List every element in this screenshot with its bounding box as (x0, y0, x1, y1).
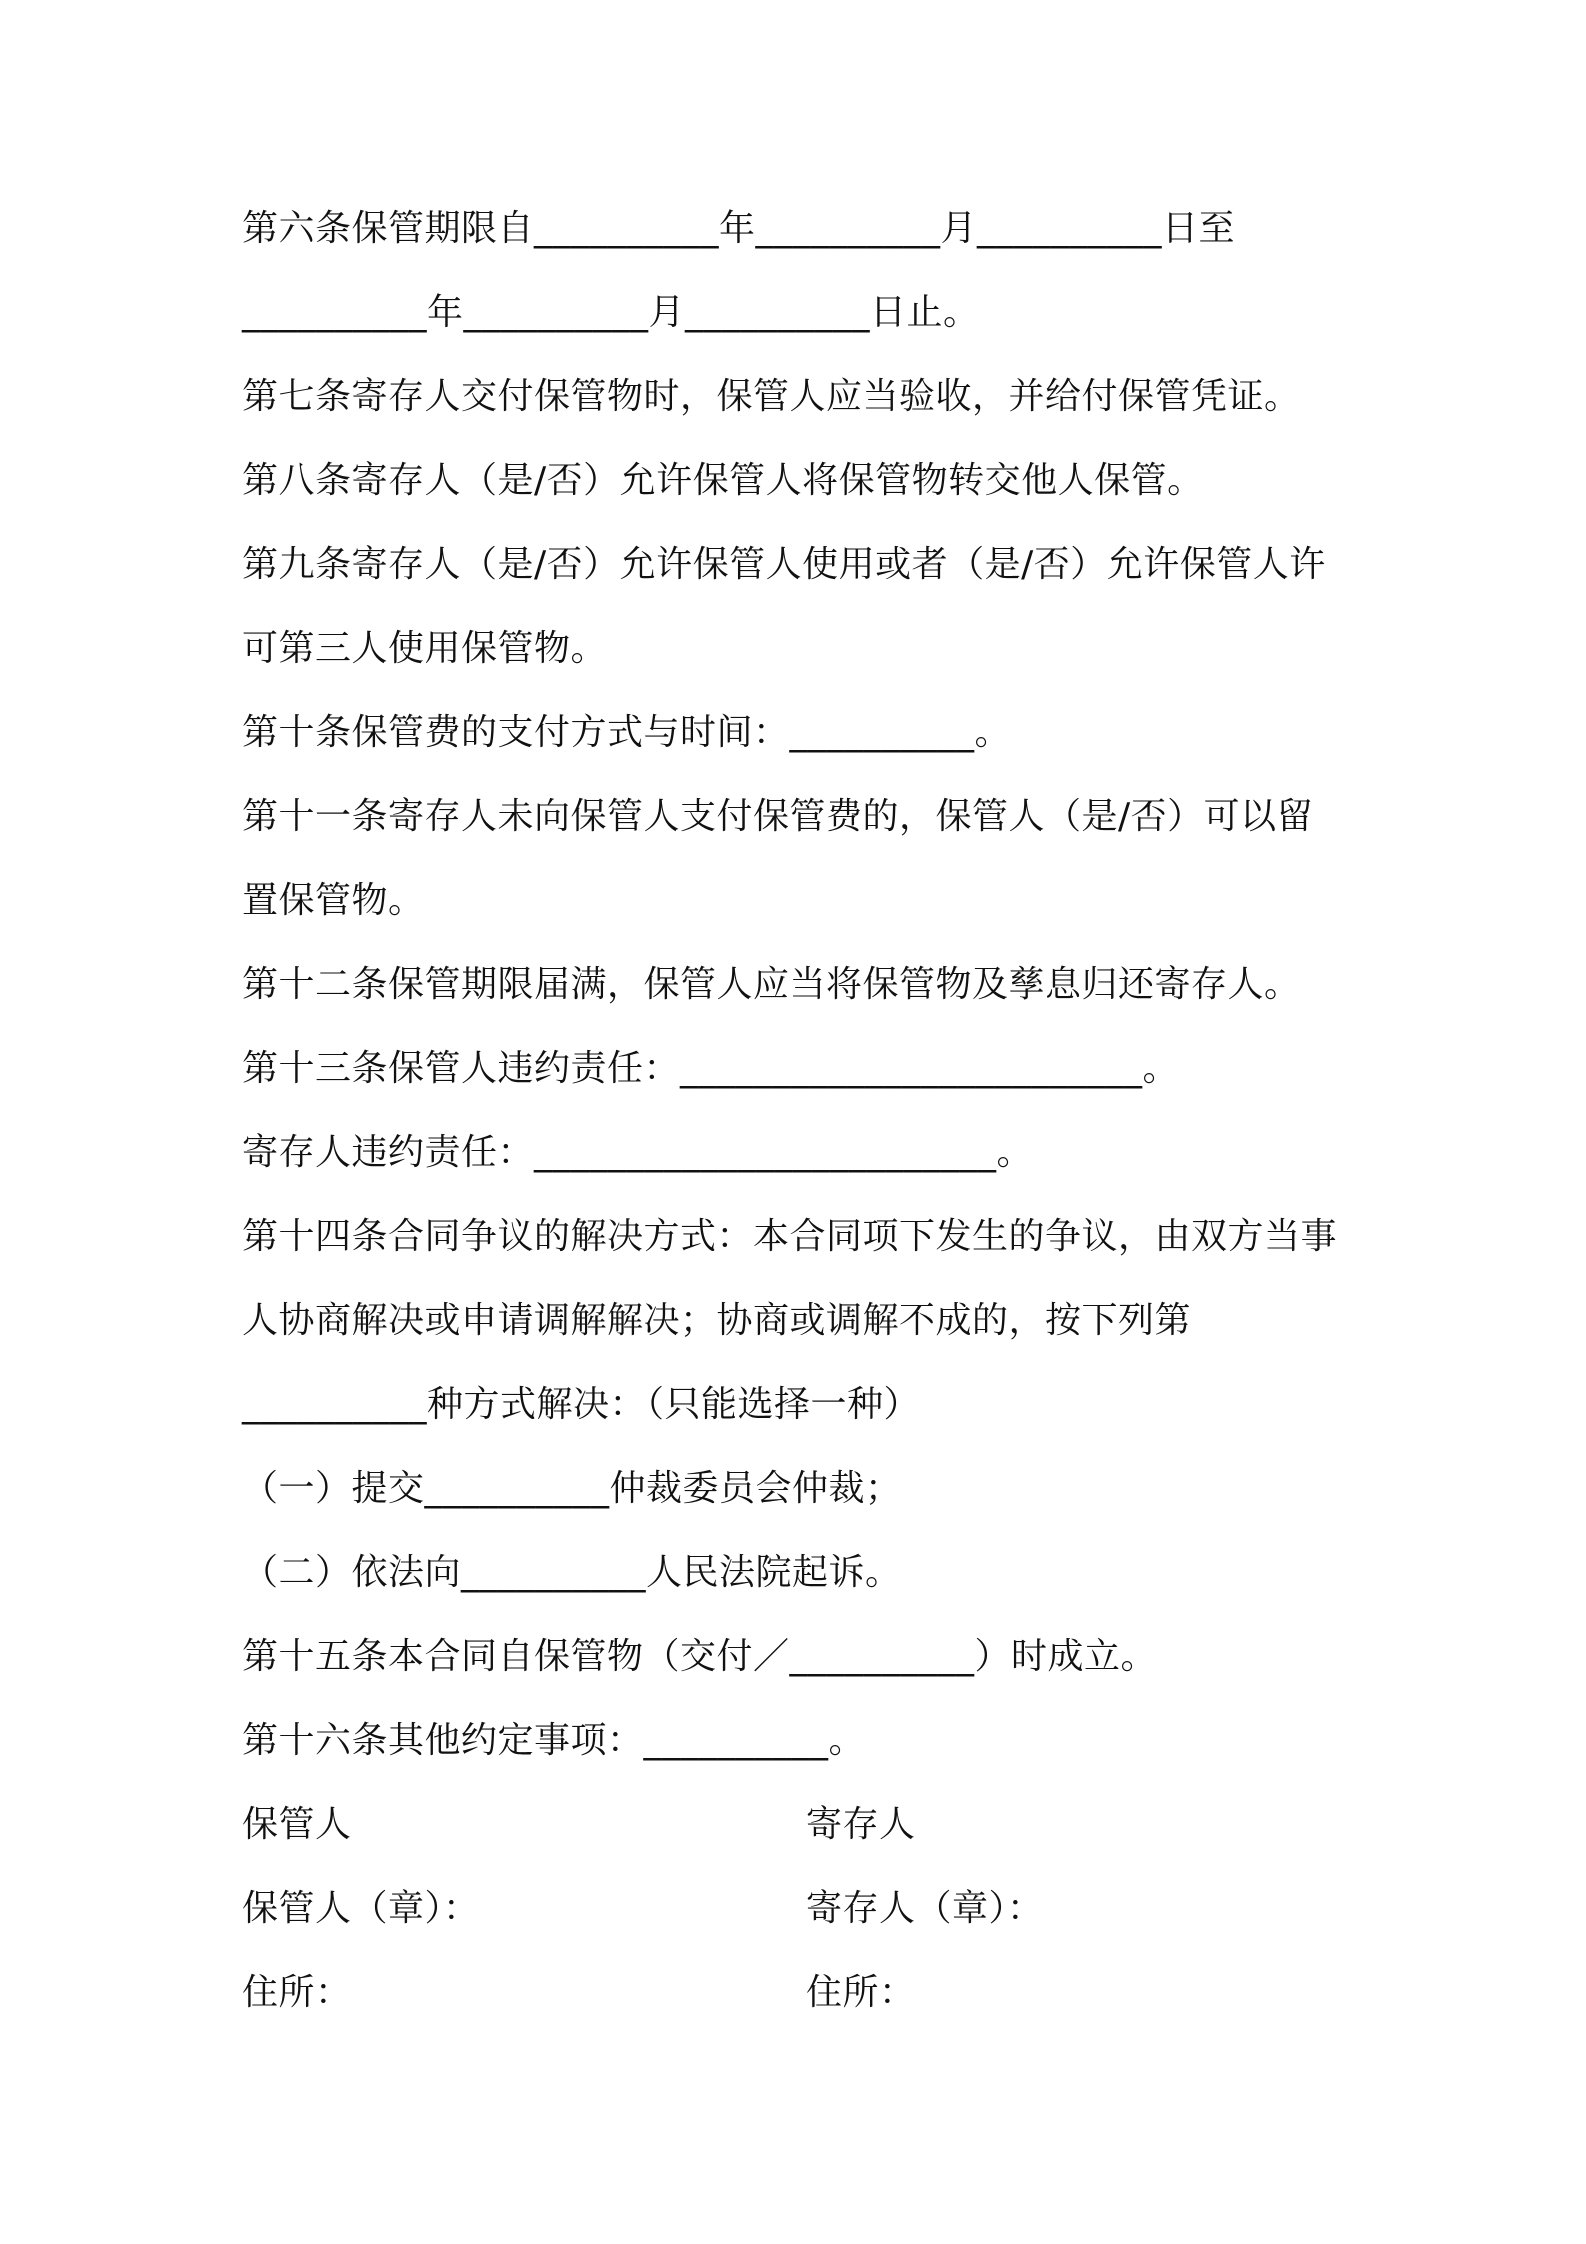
clause-14-line-3: __________种方式解决：（只能选择一种） (242, 1384, 921, 1425)
clause-15: 第十五条本合同自保管物（交付／__________）时成立。 (242, 1636, 1158, 1677)
custodian-address-field: 住所： (242, 1972, 352, 2013)
clause-9-line-1: 第九条寄存人（是/否）允许保管人使用或者（是/否）允许保管人许 (242, 544, 1326, 585)
clause-11-line-1: 第十一条寄存人未向保管人支付保管费的，保管人（是/否）可以留 (242, 796, 1314, 837)
custodian-label: 保管人 (242, 1804, 352, 1845)
depositor-address-field: 住所： (806, 1972, 916, 2013)
clause-10: 第十条保管费的支付方式与时间：__________。 (242, 712, 1012, 753)
clause-8: 第八条寄存人（是/否）允许保管人将保管物转交他人保管。 (242, 460, 1204, 501)
clause-12: 第十二条保管期限届满，保管人应当将保管物及孳息归还寄存人。 (242, 964, 1301, 1005)
clause-13-depositor: 寄存人违约责任：_________________________。 (242, 1132, 1034, 1173)
clause-14-option-2: （二）依法向__________人民法院起诉。 (242, 1552, 902, 1593)
clause-14-line-2: 人协商解决或申请调解解决；协商或调解不成的，按下列第 (242, 1300, 1192, 1341)
clause-11-line-2: 置保管物。 (242, 880, 425, 921)
clause-9-line-2: 可第三人使用保管物。 (242, 628, 608, 669)
clause-14-option-1: （一）提交__________仲裁委员会仲裁； (242, 1468, 902, 1509)
clause-14-line-1: 第十四条合同争议的解决方式：本合同项下发生的争议，由双方当事 (242, 1216, 1338, 1257)
clause-6-line-2: __________年__________月__________日止。 (242, 292, 980, 333)
clause-16: 第十六条其他约定事项：__________。 (242, 1720, 866, 1761)
clause-7: 第七条寄存人交付保管物时，保管人应当验收，并给付保管凭证。 (242, 376, 1301, 417)
custodian-seal-field: 保管人（章）： (242, 1888, 480, 1929)
clause-13-custodian: 第十三条保管人违约责任：_________________________。 (242, 1048, 1180, 1089)
clause-6-line-1: 第六条保管期限自__________年__________月__________日至 (242, 208, 1236, 249)
depositor-seal-field: 寄存人（章）： (806, 1888, 1044, 1929)
depositor-label: 寄存人 (806, 1804, 916, 1845)
